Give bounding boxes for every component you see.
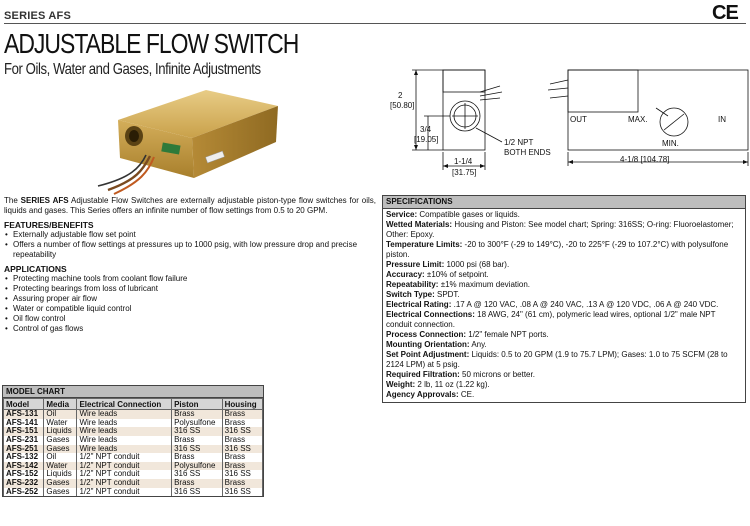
spec-label: Service: <box>386 210 418 219</box>
dim-3-4-mm-label: [19.05] <box>414 135 439 144</box>
spec-label: Electrical Rating: <box>386 300 452 309</box>
spec-value: 50 microns or better. <box>462 370 535 379</box>
list-item: • Control of gas flows <box>4 324 376 334</box>
table-cell: 1/2" NPT conduit <box>77 462 172 471</box>
list-item: • Protecting machine tools from coolant flow failure <box>4 274 376 284</box>
table-row <box>4 419 263 428</box>
spec-row <box>386 370 742 380</box>
table-cell: 1/2" NPT conduit <box>77 488 172 497</box>
table-cell: Liquids <box>44 427 77 436</box>
dim-3-4-label: 3/4 <box>420 125 432 134</box>
spec-label: Repeatability: <box>386 280 439 289</box>
table-cell: AFS-251 <box>4 445 44 454</box>
label-out: OUT <box>570 115 587 124</box>
spec-row <box>386 260 742 270</box>
table-cell: 316 SS <box>172 427 223 436</box>
features-list <box>4 230 376 260</box>
specifications-list <box>383 209 745 402</box>
table-cell: 316 SS <box>172 470 223 479</box>
dim-1-1-4-label: 1-1/4 <box>454 157 473 166</box>
intro-paragraph: The SERIES AFS Adjustable Flow Switches are externally adjustable piston-type flow switches for oils, liquids and gases. This Series offers an infinite number of flow settings from 0.5 to 20 GPM. <box>4 196 376 215</box>
description-column <box>4 196 376 334</box>
list-item: • Protecting bearings from loss of lubricant <box>4 284 376 294</box>
spec-row <box>386 290 742 300</box>
spec-label: Temperature Limits: <box>386 240 463 249</box>
spec-row <box>386 270 742 280</box>
spec-row <box>386 330 742 340</box>
table-cell: Wire leads <box>77 419 172 428</box>
model-chart-table <box>3 398 263 496</box>
table-cell: 316 SS <box>222 445 262 454</box>
column-header: Media <box>44 399 77 410</box>
spec-label: Required Filtration: <box>386 370 460 379</box>
table-cell: AFS-232 <box>4 479 44 488</box>
column-header: Electrical Connection <box>77 399 172 410</box>
spec-value: 1/2" female NPT ports. <box>468 330 549 339</box>
spec-label: Electrical Connections: <box>386 310 475 319</box>
list-item: • Externally adjustable flow set point <box>4 230 376 240</box>
spec-value: ±1% maximum deviation. <box>440 280 531 289</box>
table-cell: Brass <box>222 410 262 419</box>
table-cell: 1/2" NPT conduit <box>77 470 172 479</box>
spec-label: Agency Approvals: <box>386 390 459 399</box>
spec-row <box>386 300 742 310</box>
spec-label: Weight: <box>386 380 416 389</box>
spec-row <box>386 210 742 220</box>
column-header: Piston <box>172 399 223 410</box>
table-cell: 316 SS <box>172 488 223 497</box>
header-divider <box>4 23 746 24</box>
page-title: ADJUSTABLE FLOW SWITCH <box>4 28 299 59</box>
npt-note-line2: BOTH ENDS <box>504 148 551 157</box>
list-item: • Assuring proper air flow <box>4 294 376 304</box>
table-cell: AFS-152 <box>4 470 44 479</box>
spec-value: ±10% of setpoint. <box>426 270 489 279</box>
table-cell: Brass <box>172 453 223 462</box>
spec-label: Wetted Materials: <box>386 220 453 229</box>
specifications-box <box>382 195 746 403</box>
table-cell: Polysulfone <box>172 419 223 428</box>
table-cell: Brass <box>172 479 223 488</box>
spec-value: 18 AWG, 24" (61 cm), polymeric lead wires, optional 1/2" male NPT conduit connection. <box>386 310 716 329</box>
dimension-drawing <box>388 58 750 184</box>
table-cell: Brass <box>222 436 262 445</box>
table-cell: AFS-141 <box>4 419 44 428</box>
list-item: • Water or compatible liquid control <box>4 304 376 314</box>
table-cell: Gases <box>44 436 77 445</box>
table-cell: Gases <box>44 488 77 497</box>
table-cell: Brass <box>222 419 262 428</box>
spec-value: Housing and Piston: See model chart; Spring: 316SS; O-ring: Fluoroelastomer; Other: Epoxy. <box>386 220 734 239</box>
product-photo <box>88 82 288 197</box>
spec-row <box>386 280 742 290</box>
dim-2-mm-label: [50.80] <box>390 101 415 110</box>
model-chart-title: MODEL CHART <box>3 386 263 398</box>
table-cell: AFS-252 <box>4 488 44 497</box>
table-cell: AFS-142 <box>4 462 44 471</box>
table-cell: Brass <box>172 410 223 419</box>
spec-value: 2 lb, 11 oz (1.22 kg). <box>417 380 490 389</box>
table-cell: Brass <box>222 462 262 471</box>
table-cell: Wire leads <box>77 427 172 436</box>
table-cell: 316 SS <box>172 445 223 454</box>
applications-heading: APPLICATIONS <box>4 264 67 274</box>
spec-value: 1000 psi (68 bar). <box>446 260 510 269</box>
table-cell: AFS-231 <box>4 436 44 445</box>
spec-value: .17 A @ 120 VAC, .08 A @ 240 VAC, .13 A @ 120 VDC, .06 A @ 240 VDC. <box>453 300 719 309</box>
table-row <box>4 488 263 497</box>
table-cell: 316 SS <box>222 427 262 436</box>
spec-label: Accuracy: <box>386 270 425 279</box>
table-cell: 1/2" NPT conduit <box>77 479 172 488</box>
spec-row <box>386 340 742 350</box>
table-cell: Brass <box>172 436 223 445</box>
spec-row <box>386 220 742 240</box>
table-cell: 316 SS <box>222 470 262 479</box>
table-cell: Wire leads <box>77 410 172 419</box>
table-cell: 1/2" NPT conduit <box>77 453 172 462</box>
table-cell: 316 SS <box>222 488 262 497</box>
spec-row <box>386 380 742 390</box>
spec-label: Set Point Adjustment: <box>386 350 470 359</box>
table-cell: AFS-132 <box>4 453 44 462</box>
table-row <box>4 436 263 445</box>
table-cell: Oil <box>44 453 77 462</box>
spec-row <box>386 390 742 400</box>
spec-row <box>386 240 742 260</box>
table-cell: Polysulfone <box>172 462 223 471</box>
spec-value: CE. <box>460 390 475 399</box>
table-row <box>4 427 263 436</box>
spec-label: Process Connection: <box>386 330 467 339</box>
column-header: Housing <box>222 399 262 410</box>
spec-value: SPDT. <box>436 290 460 299</box>
spec-value: Compatible gases or liquids. <box>419 210 520 219</box>
table-cell: Brass <box>222 479 262 488</box>
table-cell: Water <box>44 419 77 428</box>
table-cell: Gases <box>44 445 77 454</box>
dim-1-1-4-mm-label: [31.75] <box>452 168 477 177</box>
table-cell: Gases <box>44 479 77 488</box>
spec-row <box>386 310 742 330</box>
table-cell: Wire leads <box>77 445 172 454</box>
list-item: • Offers a number of flow settings at pressures up to 1000 psig, with low pressure drop and precise repeatability <box>4 240 376 260</box>
spec-row <box>386 350 742 370</box>
table-cell: Wire leads <box>77 436 172 445</box>
model-chart <box>2 385 264 497</box>
table-row <box>4 410 263 419</box>
label-min: MIN. <box>662 139 679 148</box>
list-item: • Oil flow control <box>4 314 376 324</box>
table-cell: AFS-131 <box>4 410 44 419</box>
spec-label: Pressure Limit: <box>386 260 445 269</box>
spec-value: -20 to 300°F (-29 to 149°C), -20 to 225°F (-29 to 107.2°C) with polysulfone piston. <box>386 240 729 259</box>
spec-value: Any. <box>471 340 487 349</box>
label-in: IN <box>718 115 726 124</box>
table-cell: Brass <box>222 453 262 462</box>
table-cell: Oil <box>44 410 77 419</box>
ce-mark-icon: CE <box>712 2 738 24</box>
applications-list <box>4 274 376 334</box>
column-header: Model <box>4 399 44 410</box>
label-max: MAX. <box>628 115 648 124</box>
spec-value: Liquids: 0.5 to 20 GPM (1.9 to 75.7 LPM); Gases: 1.0 to 75 SCFM (28 to 2124 LPM) at 5 psig. <box>386 350 728 369</box>
dim-4-1-8-label: 4-1/8 [104.78] <box>620 155 670 164</box>
features-heading: FEATURES/BENEFITS <box>4 220 94 230</box>
page-subtitle: For Oils, Water and Gases, Infinite Adjustments <box>4 61 261 78</box>
table-cell: AFS-151 <box>4 427 44 436</box>
table-cell: Liquids <box>44 470 77 479</box>
table-cell: Water <box>44 462 77 471</box>
spec-label: Mounting Orientation: <box>386 340 470 349</box>
npt-note-line1: 1/2 NPT <box>504 138 534 147</box>
specifications-title: SPECIFICATIONS <box>383 196 745 209</box>
spec-label: Switch Type: <box>386 290 435 299</box>
dim-2-label: 2 <box>398 91 403 100</box>
series-label: SERIES AFS <box>4 10 71 22</box>
